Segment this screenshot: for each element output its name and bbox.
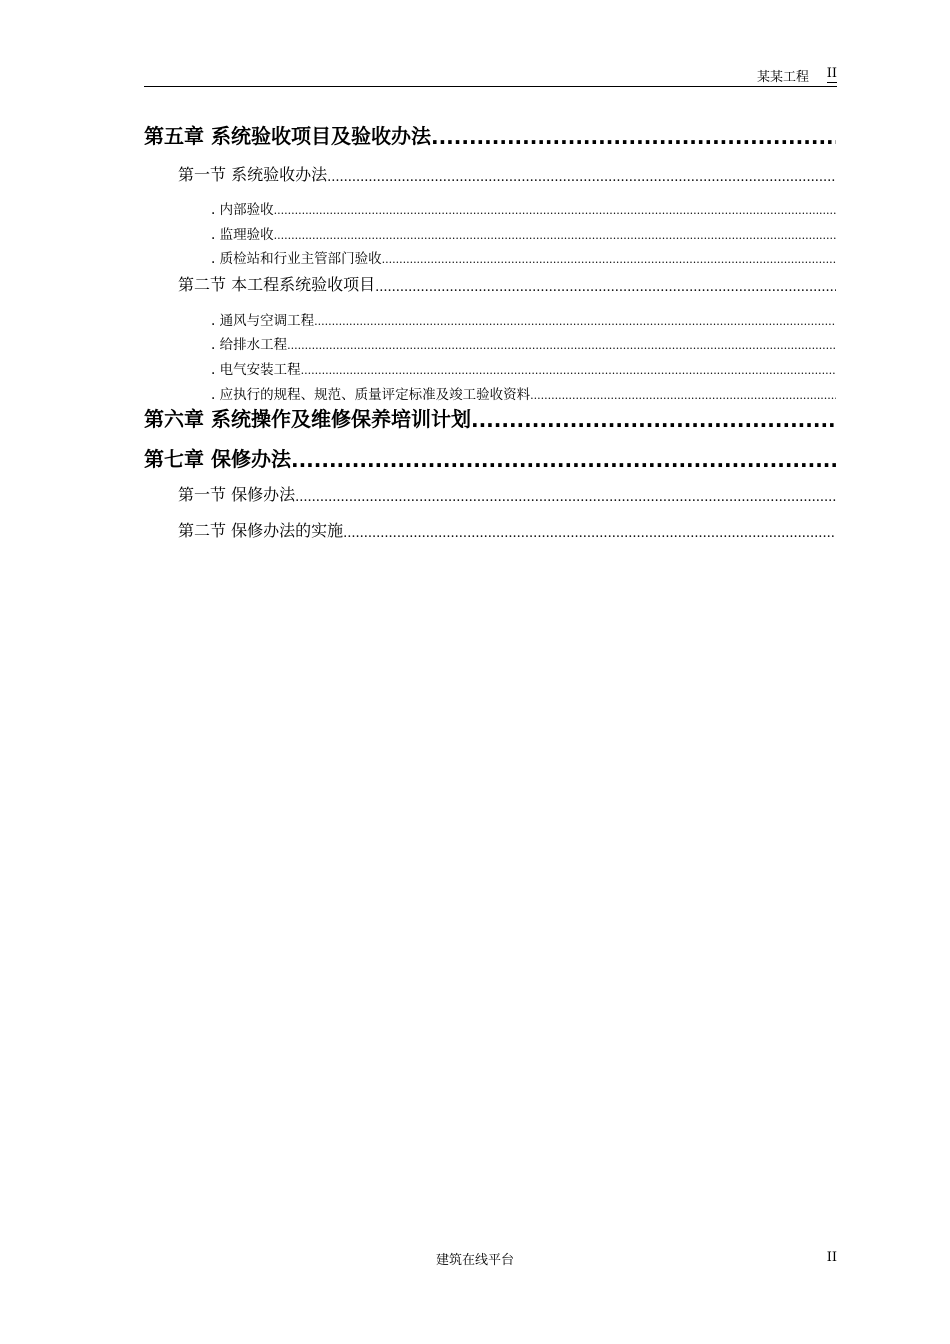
- toc-entry-label: . 给排水工程: [211, 337, 288, 353]
- header-page-number: II: [826, 66, 837, 81]
- toc-item-standards[interactable]: [211, 385, 836, 403]
- toc-entry-label: 第一节 系统验收办法: [178, 165, 328, 184]
- dot-leader: [274, 202, 836, 218]
- dot-leader: [295, 486, 836, 505]
- toc-entry-label: . 质检站和行业主管部门验收: [211, 251, 382, 267]
- dot-leader: [274, 227, 836, 243]
- toc-item-supervision-acceptance[interactable]: [211, 225, 836, 243]
- dot-leader: [382, 251, 836, 267]
- dot-leader: [291, 448, 836, 472]
- dot-leader: [530, 387, 836, 403]
- toc-chapter-5[interactable]: [144, 123, 836, 149]
- toc-chapter-6[interactable]: [144, 406, 836, 432]
- dot-leader: [301, 362, 836, 378]
- dot-leader: [375, 276, 836, 295]
- toc-entry-label: . 通风与空调工程: [211, 313, 315, 329]
- dot-leader: [343, 522, 836, 541]
- footer-page-number: II: [826, 1250, 837, 1265]
- toc-entry-label: 第一节 保修办法: [178, 485, 296, 504]
- dot-leader: [471, 408, 836, 432]
- toc-entry-label: . 内部验收: [211, 202, 274, 218]
- toc-entry-label: 第五章 系统验收项目及验收办法: [144, 124, 431, 148]
- toc-entry-label: 第二节 本工程系统验收项目: [178, 275, 376, 294]
- toc-item-internal-acceptance[interactable]: [211, 200, 836, 218]
- toc-chapter-7[interactable]: [144, 446, 836, 472]
- toc-entry-label: . 应执行的规程、规范、质量评定标准及竣工验收资料: [211, 387, 531, 403]
- toc-entry-label: . 监理验收: [211, 227, 274, 243]
- toc-entry-label: 第六章 系统操作及维修保养培训计划: [144, 407, 471, 431]
- toc-section-5-1[interactable]: [178, 163, 836, 185]
- toc-item-hvac[interactable]: [211, 311, 836, 329]
- dot-leader: [314, 313, 836, 329]
- dot-leader: [287, 337, 836, 353]
- toc-item-electrical[interactable]: [211, 360, 836, 378]
- footer-text: 建筑在线平台: [435, 1253, 514, 1268]
- toc-section-7-1[interactable]: [178, 483, 836, 505]
- toc-item-plumbing[interactable]: [211, 335, 836, 353]
- toc-section-7-2[interactable]: [178, 519, 836, 541]
- toc-item-quality-station-acceptance[interactable]: [211, 249, 836, 267]
- dot-leader: [431, 125, 836, 149]
- dot-leader: [327, 166, 836, 185]
- toc-section-5-2[interactable]: [178, 273, 836, 295]
- header-title: 某某工程: [756, 70, 809, 85]
- toc-entry-label: 第二节 保修办法的实施: [178, 521, 344, 540]
- toc-entry-label: . 电气安装工程: [211, 362, 301, 378]
- toc-entry-label: 第七章 保修办法: [144, 447, 291, 471]
